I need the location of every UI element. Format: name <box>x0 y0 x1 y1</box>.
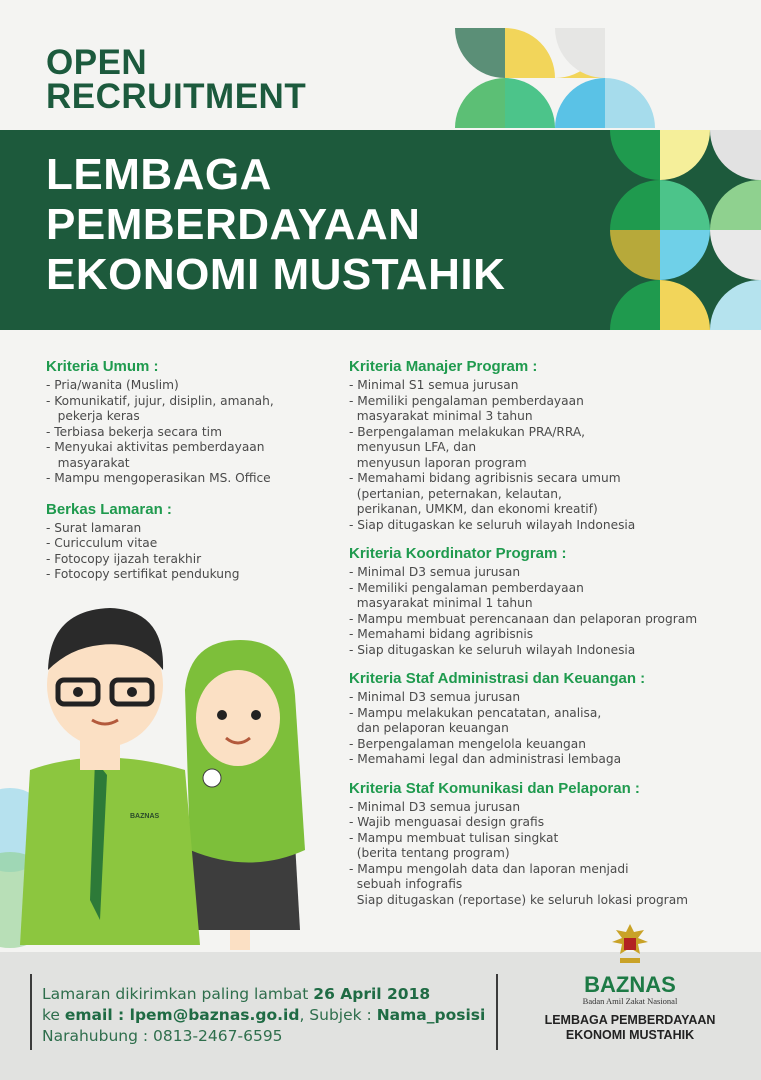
deadline-prefix: Lamaran dikirimkan paling lambat <box>42 985 314 1003</box>
section-title: Kriteria Umum : <box>46 358 159 375</box>
contact-line: Narahubung : 0813-2467-6595 <box>42 1027 283 1045</box>
deco-shape <box>610 280 660 330</box>
deco-shape <box>555 78 605 128</box>
right-column <box>349 358 749 920</box>
list-item: menyusun laporan program <box>349 455 527 470</box>
list-item: dan pelaporan keuangan <box>349 721 509 735</box>
list-item: - Memahami bidang agribisnis secara umum <box>349 471 621 485</box>
list-item: - Minimal D3 semua jurusan <box>349 565 521 579</box>
banner-line: PEMBERDAYAAN <box>46 200 421 249</box>
deco-shape <box>555 28 605 78</box>
list-item: - Mampu mengoperasikan MS. Office <box>46 471 271 485</box>
man-eye <box>73 687 83 697</box>
logo-name: BAZNAS <box>584 972 676 997</box>
list-item: - Memiliki pengalaman pemberdayaan <box>349 393 584 408</box>
deco-shape <box>610 180 660 230</box>
list-item: - Berpengalaman melakukan PRA/RRA, <box>349 424 586 439</box>
list-item: - Surat lamaran <box>46 520 142 535</box>
open-line: OPEN <box>46 43 148 82</box>
section-title: Kriteria Staf Komunikasi dan Pelaporan : <box>349 779 640 797</box>
recruitment-line: RECRUITMENT <box>46 77 307 116</box>
criteria-list <box>349 378 749 533</box>
left-column <box>46 358 336 597</box>
email-address[interactable]: email : lpem@baznas.go.id <box>64 1006 300 1024</box>
list-item: - Minimal D3 semua jurusan <box>349 799 521 814</box>
list-item: pekerja keras <box>46 409 140 423</box>
email-line <box>42 1005 485 1026</box>
list-item: - Terbiasa bekerja secara tim <box>46 424 222 439</box>
criteria-list <box>349 690 749 768</box>
logo-unit-line: LEMBAGA PEMBERDAYAAN <box>544 1013 716 1027</box>
kriteria-administrasi-section <box>349 670 749 768</box>
baznas-logo <box>530 922 730 1043</box>
deco-shape <box>710 230 761 280</box>
deco-shape <box>660 280 710 330</box>
footer-divider <box>496 974 498 1050</box>
woman-face <box>196 670 280 766</box>
deco-shape <box>610 230 660 280</box>
logo-unit-line: EKONOMI MUSTAHIK <box>565 1028 695 1042</box>
list-item: (berita tentang program) <box>349 846 510 860</box>
criteria-list <box>349 800 749 909</box>
characters-illustration <box>0 600 330 980</box>
kriteria-umum-section <box>46 358 336 487</box>
list-item: - Minimal D3 semua jurusan <box>349 690 521 704</box>
deco-shape <box>610 130 660 180</box>
list-item: - Menyukai aktivitas pemberdayaan <box>46 440 265 454</box>
emblem-shield <box>624 938 636 950</box>
section-title: Kriteria Manajer Program : <box>349 358 538 375</box>
emblem-ribbon <box>620 958 640 963</box>
footer-divider <box>30 974 32 1050</box>
list-item: Siap ditugaskan (reportase) ke seluruh lokasi program <box>349 892 689 907</box>
list-item: - Mampu melakukan pencatatan, analisa, <box>349 705 602 720</box>
deco-shape <box>710 180 761 230</box>
deco-shape <box>660 230 710 280</box>
deco-shape <box>505 28 555 78</box>
list-item: - Komunikatif, jujur, disiplin, amanah, <box>46 393 274 408</box>
berkas-lamaran-section <box>46 501 336 583</box>
application-info <box>42 984 485 1047</box>
list-item: (pertanian, peternakan, kelautan, <box>349 486 562 501</box>
list-item: perikanan, UMKM, dan ekonomi kreatif) <box>349 502 598 516</box>
subject-value: Nama_posisi <box>376 1006 486 1024</box>
criteria-list <box>349 565 749 658</box>
deco-shape <box>710 280 761 330</box>
email-prefix: ke <box>42 1006 65 1024</box>
banner-title <box>46 150 505 300</box>
shirt-logo-text: BAZNAS <box>130 813 160 820</box>
deadline-line <box>42 984 485 1005</box>
woman-eye <box>217 710 227 720</box>
woman-eye <box>251 710 261 720</box>
kriteria-komunikasi-section <box>349 780 749 909</box>
list-item: masyarakat minimal 3 tahun <box>349 409 533 423</box>
open-recruitment-title <box>46 43 307 116</box>
logo-subtitle: Badan Amil Zakat Nasional <box>582 996 678 1006</box>
list-item: - Fotocopy sertifikat pendukung <box>46 567 240 581</box>
garuda-emblem-icon <box>610 922 650 966</box>
list-item: - Mampu membuat tulisan singkat <box>349 830 559 845</box>
deco-shape <box>605 78 655 128</box>
list-item: - Berpengalaman mengelola keuangan <box>349 736 586 751</box>
deco-shape <box>505 78 555 128</box>
list-item: masyarakat <box>46 455 130 470</box>
list-item: masyarakat minimal 1 tahun <box>349 596 533 610</box>
list-item: - Pria/wanita (Muslim) <box>46 378 179 392</box>
list-item: - Memahami legal dan administrasi lembaga <box>349 752 622 766</box>
documents-list <box>46 521 336 583</box>
deco-shape <box>455 78 505 128</box>
list-item: - Fotocopy ijazah terakhir <box>46 551 202 566</box>
deco-shape <box>710 130 761 180</box>
list-item: menyusun LFA, dan <box>349 440 477 454</box>
criteria-list <box>46 378 336 487</box>
deadline-date: 26 April 2018 <box>313 985 431 1003</box>
man-shirt <box>20 758 200 946</box>
woman-hand <box>230 930 250 950</box>
banner-line: EKONOMI MUSTAHIK <box>46 250 506 299</box>
list-item: - Siap ditugaskan ke seluruh wilayah Indonesia <box>349 642 636 657</box>
section-title: Kriteria Koordinator Program : <box>349 545 567 562</box>
kriteria-manajer-section <box>349 358 749 533</box>
deco-shape <box>455 28 505 78</box>
banner-line: LEMBAGA <box>46 150 272 199</box>
list-item: - Mampu membuat perencanaan dan pelaporan program <box>349 611 698 626</box>
man-eye <box>127 687 137 697</box>
list-item: - Memahami bidang agribisnis <box>349 627 534 641</box>
subject-label: , Subjek : <box>299 1006 377 1024</box>
list-item: sebuah infografis <box>349 877 463 891</box>
list-item: - Siap ditugaskan ke seluruh wilayah Indonesia <box>349 517 636 532</box>
badge-pin <box>203 769 221 787</box>
section-title: Kriteria Staf Administrasi dan Keuangan : <box>349 670 646 687</box>
list-item: - Mampu mengolah data dan laporan menjadi <box>349 861 629 876</box>
deco-shape <box>660 130 710 180</box>
section-title: Berkas Lamaran : <box>46 500 172 518</box>
logo-unit <box>530 1013 730 1043</box>
list-item: - Curicculum vitae <box>46 536 158 550</box>
list-item: - Minimal S1 semua jurusan <box>349 378 519 392</box>
deco-shape <box>660 180 710 230</box>
list-item: - Memiliki pengalaman pemberdayaan <box>349 580 584 595</box>
list-item: - Wajib menguasai design grafis <box>349 815 545 829</box>
banner-pattern <box>610 130 761 330</box>
kriteria-koordinator-section <box>349 545 749 658</box>
